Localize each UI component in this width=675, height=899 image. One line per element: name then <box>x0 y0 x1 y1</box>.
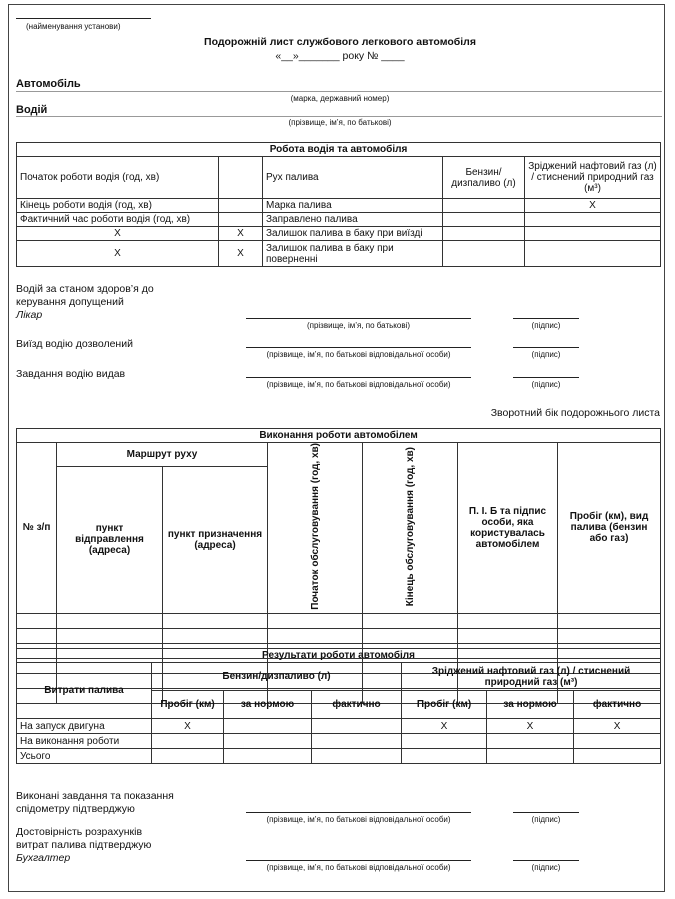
date-number-line: «__»_______ року № ____ <box>275 50 405 62</box>
confirm-text: Виконані завдання та показання спідометру підтверджую <box>16 790 174 815</box>
col-number: № з/п <box>17 443 57 614</box>
route-header: Маршрут руху <box>57 443 268 467</box>
accountant-signature-caption: (підпис) <box>531 863 561 872</box>
exit-signature-line <box>513 347 579 348</box>
doctor-signature-caption: (підпис) <box>531 321 561 330</box>
exit-signature-caption: (підпис) <box>531 350 561 359</box>
reverse-side-label: Зворотний бік подорожнього листа <box>490 407 660 419</box>
table-row: X X Залишок палива в баку при виїзді <box>17 227 661 241</box>
institution-line <box>16 18 151 19</box>
task-name-caption: (прізвище, ім’я, по батькові відповідальної особи) <box>266 380 451 389</box>
task-signature-caption: (підпис) <box>531 380 561 389</box>
task-name-line <box>246 377 471 378</box>
car-line <box>16 91 662 92</box>
col-actual-petrol: фактично <box>312 691 402 719</box>
task-signature-line <box>513 377 579 378</box>
institution-caption: (найменування установи) <box>26 22 121 31</box>
exit-name-caption: (прізвище, ім’я, по батькові відповідальної особи) <box>266 350 451 359</box>
exit-name-line <box>246 347 471 348</box>
table-row: X X Залишок палива в баку при поверненні <box>17 241 661 267</box>
table-row: На запуск двигуна X X X X <box>17 719 661 734</box>
execution-table-title: Виконання роботи автомобілем <box>17 429 661 443</box>
doctor-signature-line <box>513 318 579 319</box>
confirm-signature-line <box>513 812 579 813</box>
col-end: Кінець обслуговування (год, хв) <box>363 443 458 614</box>
doctor-label: Лікар <box>16 309 43 321</box>
col-destination: пункт призначення (адреса) <box>163 466 268 613</box>
accountant-name-line <box>246 860 471 861</box>
health-admission-text: Водій за станом здоров’я до керування допущений <box>16 283 154 308</box>
table-row[interactable] <box>17 613 661 628</box>
col-mileage-gas: Пробіг (км) <box>402 691 487 719</box>
col-person: П. І. Б та підпис особи, яка користувалась автомобілем <box>458 443 558 614</box>
accountant-label: Бухгалтер <box>16 852 71 864</box>
col-norm-gas: за нормою <box>487 691 574 719</box>
confirm-name-line <box>246 812 471 813</box>
doctor-name-caption: (прізвище, ім’я, по батькові) <box>306 321 411 330</box>
col-mileage-petrol: Пробіг (км) <box>152 691 224 719</box>
task-issued-label: Завдання водію видав <box>16 368 126 380</box>
driver-label: Водій <box>16 104 48 116</box>
accountant-signature-line <box>513 860 579 861</box>
accountant-name-caption: (прізвище, ім’я, по батькові відповідальної особи) <box>266 863 451 872</box>
driver-line <box>16 116 662 117</box>
accuracy-text: Достовірність розрахунків витрат палива підтверджую <box>16 826 152 851</box>
col-mileage: Пробіг (км), вид палива (бензин або газ) <box>558 443 661 614</box>
group-gas: Зріджений нафтовий газ (л) / стиснений природний газ (м³) <box>402 663 661 691</box>
table-row: Початок роботи водія (год, хв) Рух палива Бензин/ дизпаливо (л) Зріджений нафтовий газ (л) / стиснений природний газ (м³) <box>17 157 661 199</box>
col-norm-petrol: за нормою <box>224 691 312 719</box>
col-actual-gas: фактично <box>574 691 661 719</box>
work-table-title: Робота водія та автомобіля <box>17 143 661 157</box>
col-departure: пункт відправлення (адреса) <box>57 466 163 613</box>
confirm-signature-caption: (підпис) <box>531 815 561 824</box>
table-row: Фактичний час роботи водія (год, хв) Заправлено палива <box>17 213 661 227</box>
page-title: Подорожній лист службового легкового автомобіля <box>204 36 476 48</box>
doctor-name-line <box>246 318 471 319</box>
results-table <box>16 648 661 764</box>
group-petrol: Бензин/дизпаливо (л) <box>152 663 402 691</box>
exit-permitted-label: Виїзд водію дозволений <box>16 338 133 350</box>
table-row: Усього <box>17 749 661 764</box>
table-row: На виконання роботи <box>17 734 661 749</box>
col-start: Початок обслуговування (год, хв) <box>268 443 363 614</box>
confirm-name-caption: (прізвище, ім’я, по батькові відповідальної особи) <box>266 815 451 824</box>
work-table <box>16 142 661 267</box>
results-table-title: Результати роботи автомобіля <box>17 649 661 663</box>
table-row: Кінець роботи водія (год, хв) Марка палива X <box>17 199 661 213</box>
car-label: Автомобіль <box>16 78 81 90</box>
col-consumption: Витрати палива <box>17 663 152 719</box>
driver-caption: (прізвище, ім’я, по батькові) <box>288 118 392 127</box>
table-row[interactable] <box>17 628 661 643</box>
car-caption: (марка, державний номер) <box>290 94 390 103</box>
